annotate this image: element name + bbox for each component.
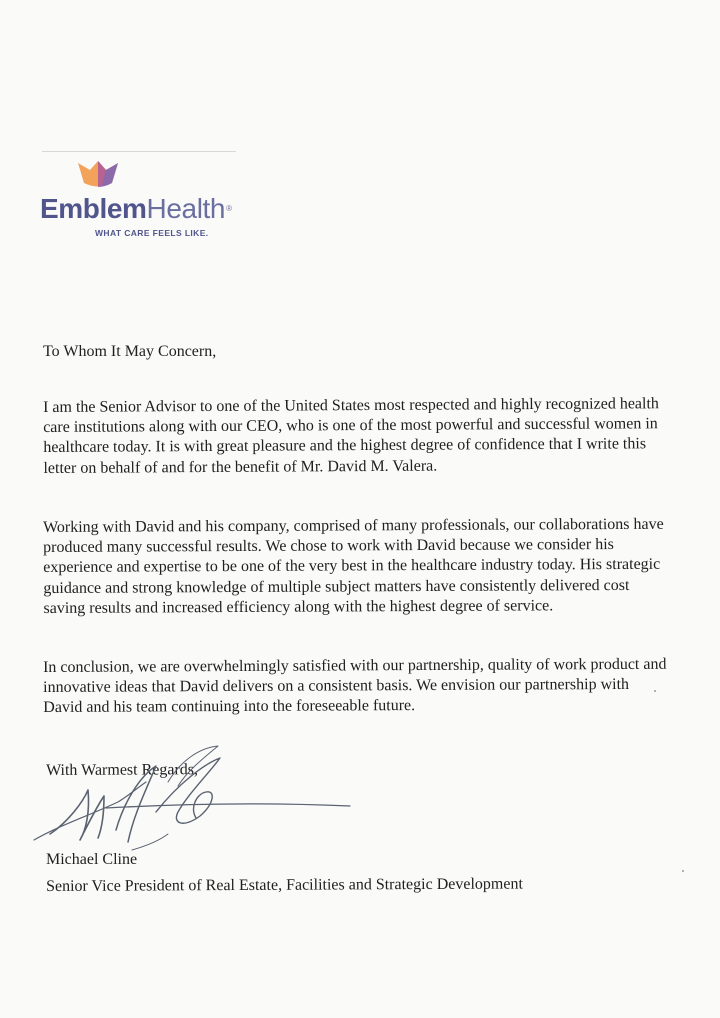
salutation: To Whom It May Concern, [43, 343, 217, 360]
paragraph-line: innovative ideas that David delivers on a consistent basis. We envision our partnership with [43, 676, 630, 697]
body-paragraph [43, 515, 664, 619]
handwritten-signature [28, 742, 358, 862]
closing-line: With Warmest Regards, [46, 761, 199, 779]
signer-name: Michael Cline [46, 851, 138, 868]
scan-speck [654, 690, 656, 692]
paragraph-line: experience and expertise to be one of the very best in the healthcare industry today. His strategic [43, 556, 661, 577]
scan-speck [682, 870, 684, 872]
brand-tagline: WHAT CARE FEELS LIKE. [95, 228, 209, 238]
paragraph-line: guidance and strong knowledge of multiple subject matters have consistently delivered cost [43, 576, 630, 597]
paragraph-line: produced many successful results. We chose to work with David because we consider his [43, 536, 614, 557]
paragraph-line: care institutions along with our CEO, who is one of the most powerful and successful women in [43, 415, 658, 437]
emblem-logo-icon [76, 157, 120, 189]
signer-title: Senior Vice President of Real Estate, Facilities and Strategic Development [46, 875, 523, 895]
paragraph-line: I am the Senior Advisor to one of the United States most respected and highly recognized health [43, 395, 659, 416]
paragraph-line: letter on behalf of and for the benefit of Mr. David M. Valera. [43, 457, 438, 477]
paragraph-line: Working with David and his company, comprised of many professionals, our collaborations have [43, 515, 664, 536]
paragraph-line: saving results and increased efficiency along with the highest degree of service. [43, 597, 554, 617]
paragraph-line: In conclusion, we are overwhelmingly satisfied with our partnership, quality of work product and [43, 655, 667, 676]
brand-name-bold: Emblem [40, 193, 147, 224]
body-paragraph [43, 655, 667, 719]
brand-wordmark [40, 194, 232, 224]
letterhead-divider [42, 151, 236, 152]
brand-name-light: Health [146, 193, 226, 224]
body-paragraph [43, 394, 659, 479]
paragraph-line: David and his team continuing into the foreseeable future. [43, 697, 416, 717]
trademark-symbol: ® [226, 204, 232, 213]
paragraph-line: healthcare today. It is with great pleasure and the highest degree of confidence that I write this [43, 435, 647, 457]
